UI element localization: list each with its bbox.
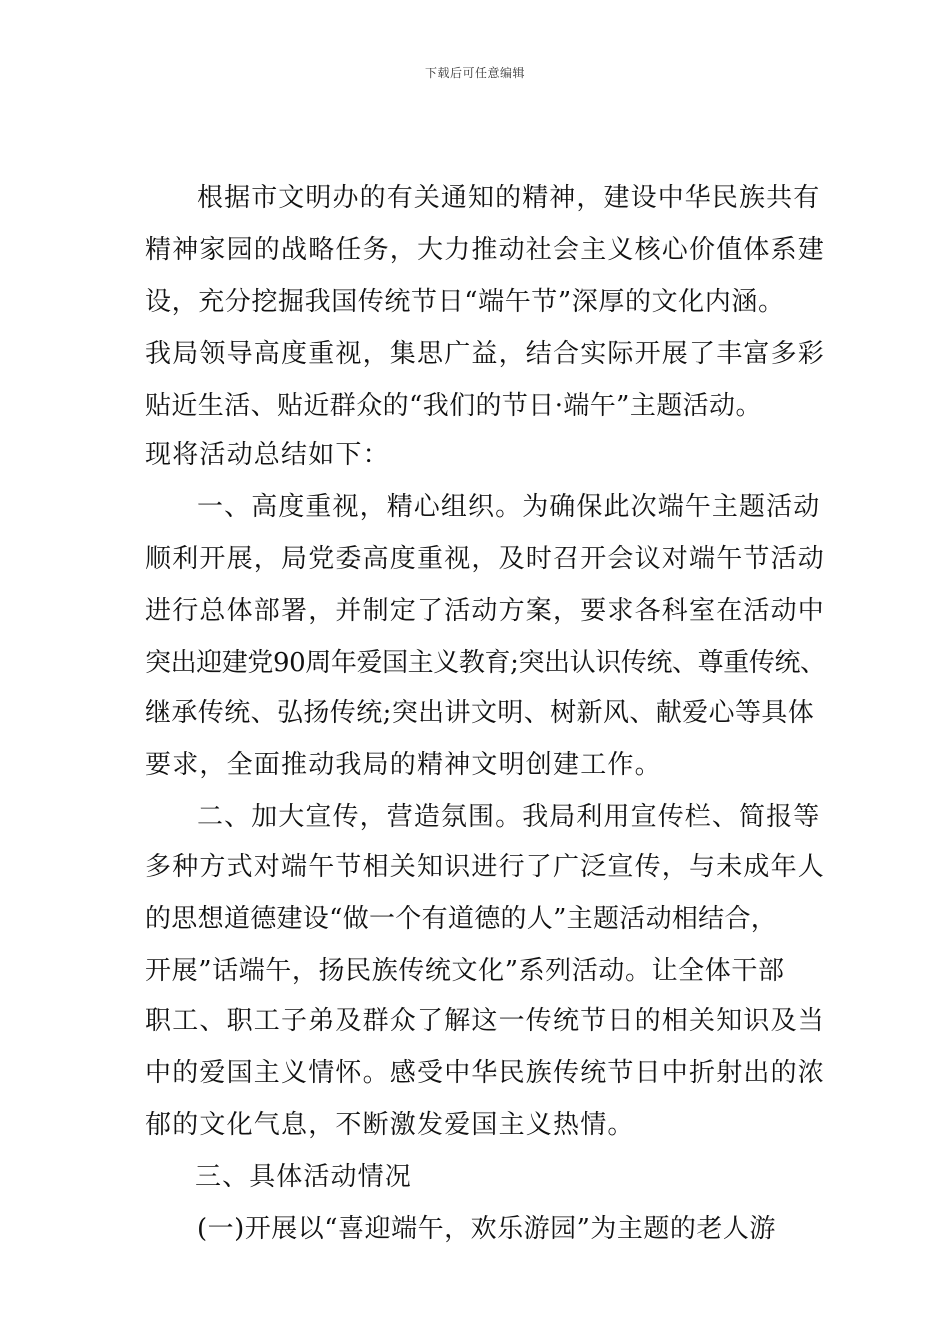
text-line: 继承传统、弘扬传统;突出讲文明、树新风、献爱心等具体 xyxy=(145,698,815,728)
text-line: 的思想道德建设“做一个有道德的人”主题活动相结合， xyxy=(145,904,778,934)
text-line: 一、高度重视，精心组织。为确保此次端午主题活动 xyxy=(197,492,821,522)
page-header: 下载后可任意编辑 xyxy=(424,66,525,80)
section-heading: 三、具体活动情况 xyxy=(195,1162,412,1192)
text-line: 精神家园的战略任务，大力推动社会主义核心价值体系建 xyxy=(145,235,826,265)
text-line: 多种方式对端午节相关知识进行了广泛宣传，与未成年人 xyxy=(145,852,826,882)
text-line: 职工、职工子弟及群众了解这一传统节日的相关知识及当 xyxy=(145,1006,826,1036)
text-line: (一)开展以“喜迎端午，欢乐游园”为主题的老人游 xyxy=(197,1214,776,1244)
text-line: 二、加大宣传，营造氛围。我局利用宣传栏、简报等 xyxy=(197,802,821,832)
text-line: 我局领导高度重视，集思广益，结合实际开展了丰富多彩 xyxy=(145,339,826,369)
text-line: 根据市文明办的有关通知的精神，建设中华民族共有 xyxy=(197,183,821,213)
text-line: 进行总体部署，并制定了活动方案，要求各科室在活动中 xyxy=(145,596,826,626)
text-line: 设，充分挖掘我国传统节日“端午节”深厚的文化内涵。 xyxy=(145,287,785,317)
text-line: 中的爱国主义情怀。感受中华民族传统节日中折射出的浓 xyxy=(145,1058,826,1088)
text-line: 顺利开展，局党委高度重视，及时召开会议对端午节活动 xyxy=(145,544,826,574)
text-line: 突出迎建党90周年爱国主义教育;突出认识传统、尊重传统、 xyxy=(145,648,826,678)
text-line: 要求，全面推动我局的精神文明创建工作。 xyxy=(145,750,662,780)
text-line: 现将活动总结如下： xyxy=(145,440,390,470)
text-line: 开展”话端午，扬民族传统文化”系列活动。让全体干部 xyxy=(145,956,785,986)
text-line: 贴近生活、贴近群众的“我们的节日·端午”主题活动。 xyxy=(145,391,762,421)
text-line: 郁的文化气息，不断激发爱国主义热情。 xyxy=(145,1110,635,1140)
